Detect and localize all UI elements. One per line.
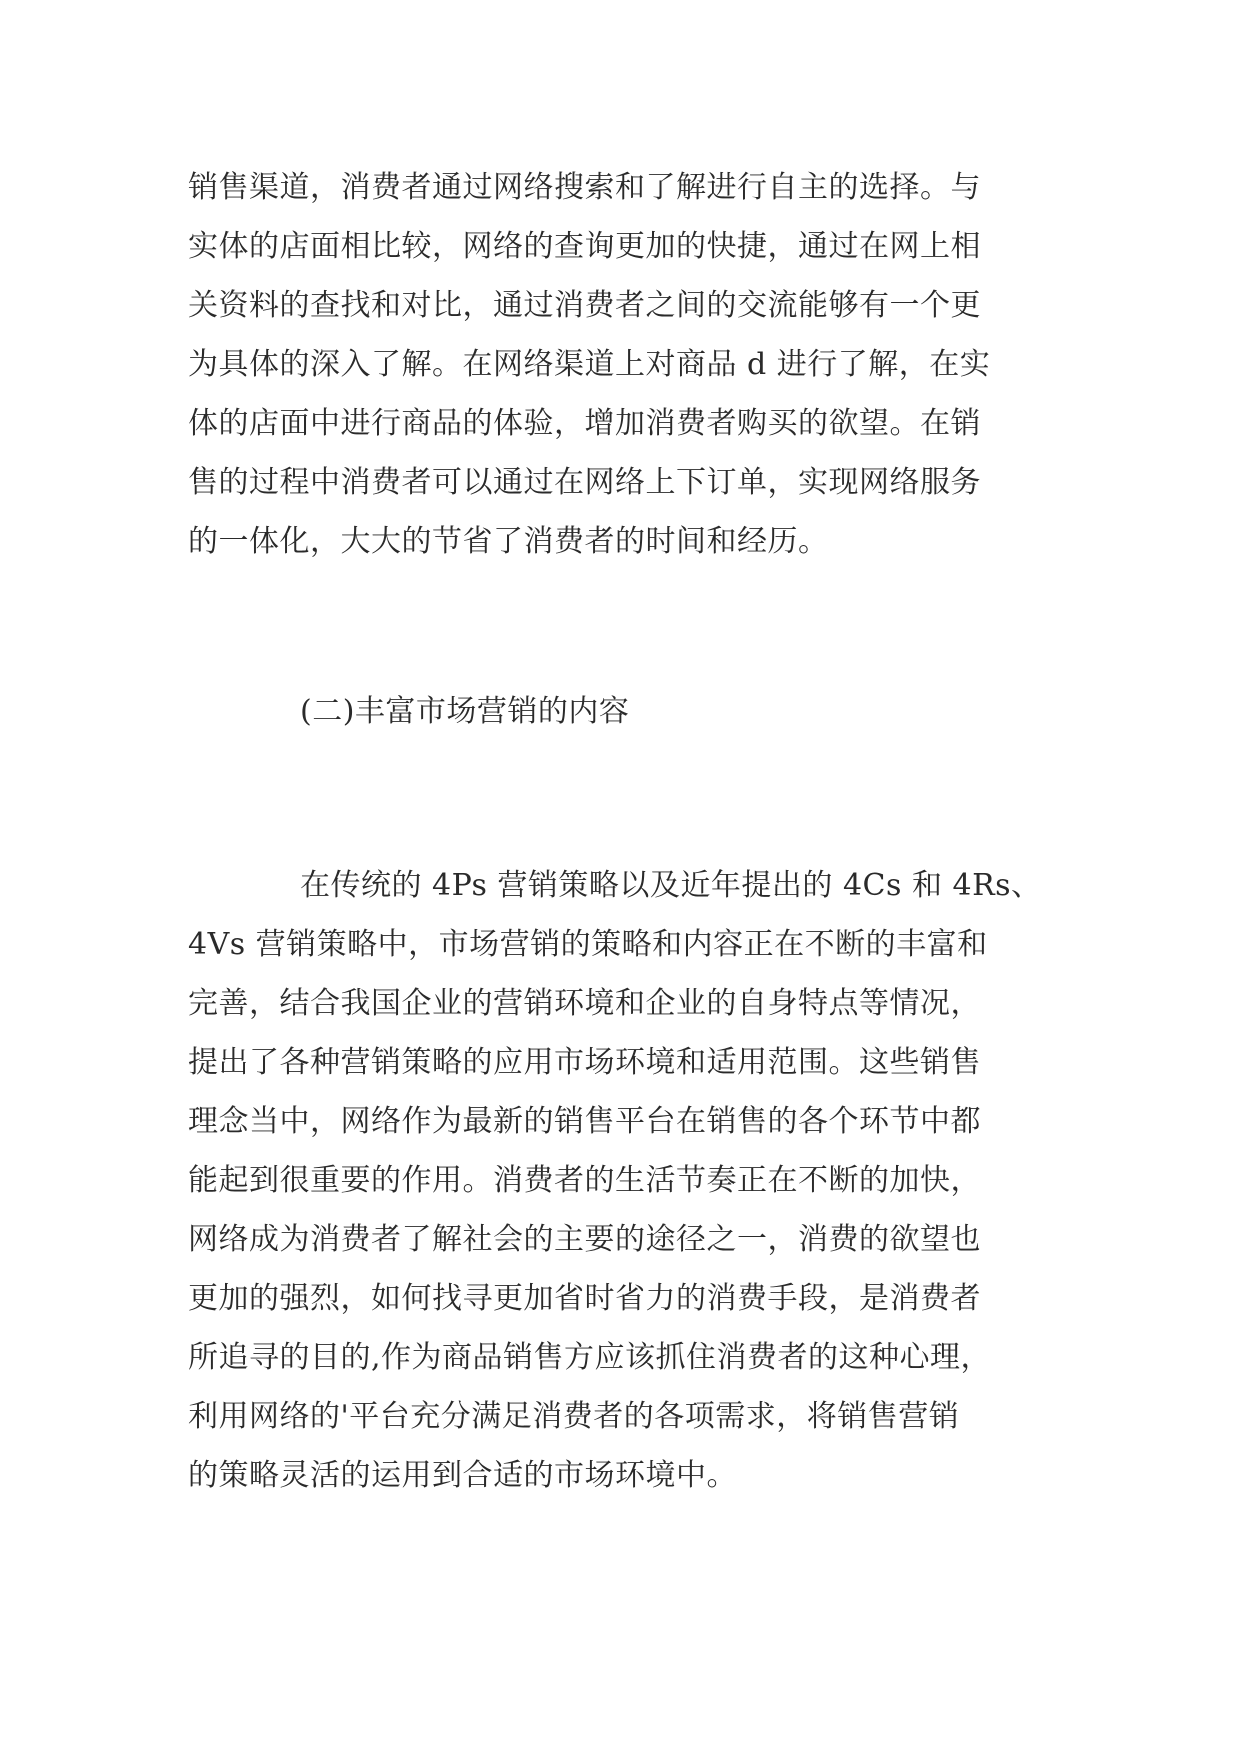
paragraph-1: [188, 158, 1068, 571]
paragraph-2: [188, 856, 1068, 1505]
paragraph-line: 更加的强烈，如何找寻更加省时省力的消费手段，是消费者: [188, 1281, 981, 1316]
paragraph-line: 关资料的查找和对比，通过消费者之间的交流能够有一个更: [188, 288, 981, 323]
paragraph-line: 体的店面中进行商品的体验，增加消费者购买的欲望。在销: [188, 406, 981, 441]
paragraph-line: 的策略灵活的运用到合适的市场环境中。: [188, 1458, 737, 1493]
section-heading: (二)丰富市场营销的内容: [300, 694, 630, 729]
paragraph-line: 所追寻的目的,作为商品销售方应该抓住消费者的这种心理，: [188, 1340, 992, 1375]
paragraph-line: 实体的店面相比较，网络的查询更加的快捷，通过在网上相: [188, 229, 981, 264]
paragraph-line: 的一体化，大大的节省了消费者的时间和经历。: [188, 524, 829, 559]
paragraph-line: 提出了各种营销策略的应用市场环境和适用范围。这些销售: [188, 1045, 981, 1080]
paragraph-line: 网络成为消费者了解社会的主要的途径之一，消费的欲望也: [188, 1222, 981, 1257]
paragraph-line: 利用网络的'平台充分满足消费者的各项需求，将销售营销: [188, 1399, 960, 1434]
paragraph-line: 售的过程中消费者可以通过在网络上下订单，实现网络服务: [188, 465, 981, 500]
paragraph-line: 完善，结合我国企业的营销环境和企业的自身特点等情况，: [188, 986, 981, 1021]
paragraph-line: 能起到很重要的作用。消费者的生活节奏正在不断的加快，: [188, 1163, 981, 1198]
paragraph-line: 销售渠道，消费者通过网络搜索和了解进行自主的选择。与: [188, 170, 981, 205]
paragraph-line: 在传统的 4Ps 营销策略以及近年提出的 4Cs 和 4Rs、: [300, 868, 1042, 903]
paragraph-line: 4Vs 营销策略中，市场营销的策略和内容正在不断的丰富和: [188, 927, 988, 962]
paragraph-line: 为具体的深入了解。在网络渠道上对商品 d 进行了解，在实: [188, 347, 991, 382]
paragraph-line: 理念当中，网络作为最新的销售平台在销售的各个环节中都: [188, 1104, 981, 1139]
